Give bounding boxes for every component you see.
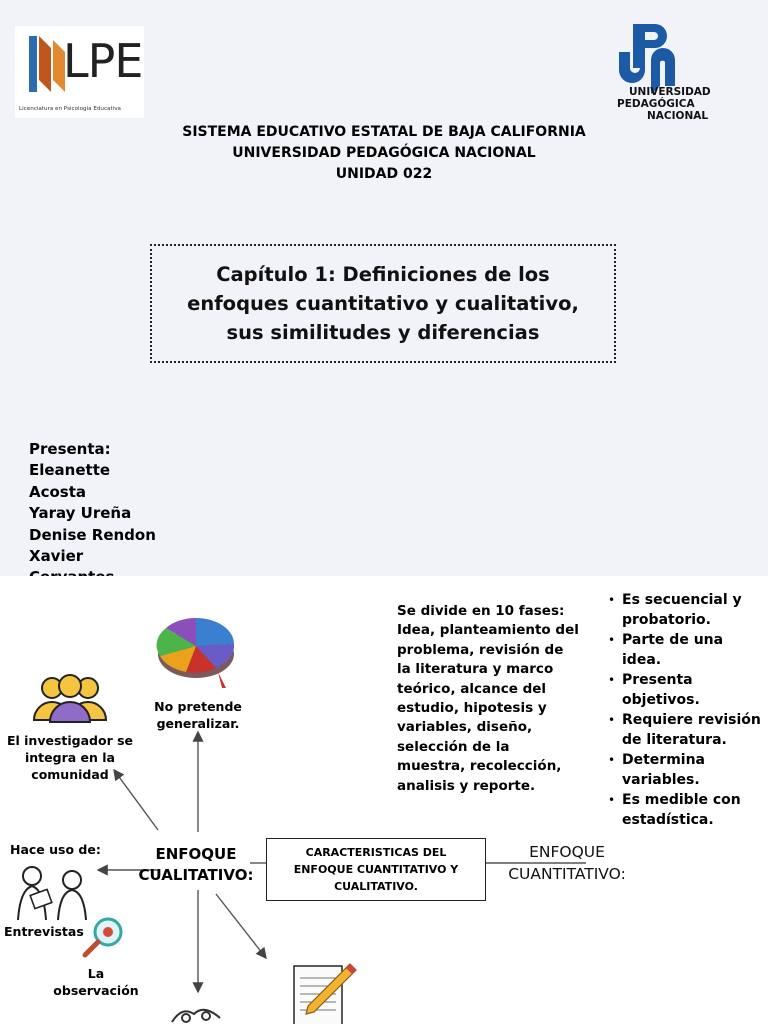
lpe-logo — [15, 26, 144, 118]
lpe-logo-text: LPE — [63, 34, 143, 88]
presenter-line: Xavier — [29, 547, 84, 566]
presenter-line: Yaray Ureña — [29, 504, 132, 523]
chapter-title: Capítulo 1: Definiciones de los enfoques cuantitativo y cualitativo, sus similitudes y diferencias — [187, 263, 579, 344]
quantitative-traits-list — [608, 590, 768, 830]
lpe-logo-mark — [27, 34, 67, 94]
partial-observation-icon — [168, 1004, 228, 1024]
pie-chart-icon — [156, 614, 240, 692]
no-generalize-text: No pretende generalizar. — [154, 699, 242, 731]
list-item: • Requiere revisión de literatura. — [608, 710, 768, 750]
investigator-text: El investigador se integra en la comunidad — [6, 733, 134, 782]
header-line-university: UNIVERSIDAD PEDAGÓGICA NACIONAL — [232, 145, 536, 161]
presenter-line: Denise Rendon — [29, 525, 156, 544]
magnifier-icon — [80, 914, 126, 960]
list-item: • Es medible con estadística. — [608, 790, 768, 830]
header-line-state: SISTEMA EDUCATIVO ESTATAL DE BAJA CALIFORNIA — [182, 124, 586, 140]
interviews-label: Entrevistas — [4, 924, 84, 939]
list-item: • Presenta objetivos. — [608, 670, 768, 710]
header-line-unit: UNIDAD 022 — [335, 166, 433, 182]
quantitative-label: ENFOQUE CUANTITATIVO: — [508, 843, 626, 883]
uses-label: Hace uso de: — [10, 842, 101, 857]
document-pencil-icon — [292, 962, 358, 1024]
arrow-to-document — [216, 894, 266, 958]
qualitative-label: ENFOQUE CUALITATIVO: — [138, 845, 254, 884]
observation-text: La observación — [53, 966, 139, 998]
presenters-label: Presenta: — [29, 440, 111, 458]
diagram-slide — [0, 576, 768, 1024]
characteristics-box: CARACTERISTICAS DEL ENFOQUE CUANTITATIVO Y CUALITATIVO. — [266, 838, 486, 901]
upn-logo-mark — [617, 22, 677, 86]
chapter-title-box — [150, 244, 616, 363]
lpe-logo-subtitle: Licenciatura en Psicología Educativa — [19, 106, 121, 112]
list-item: • Determina variables. — [608, 750, 768, 790]
presenter-line: Acosta — [29, 482, 87, 501]
presenters — [29, 439, 156, 589]
list-item: • Parte de una idea. — [608, 630, 768, 670]
list-item: • Es secuencial y probatorio. — [608, 590, 768, 630]
presenter-line: Eleanette — [29, 461, 111, 480]
upn-logo-text: UNIVERSIDAD PEDAGÓGICA NACIONAL — [617, 86, 711, 122]
people-group-icon — [30, 672, 110, 724]
phases-text: Se divide en 10 fases: Idea, planteamiento del problema, revisión de la literatura y marco teórico, alcance del estudio, hipotesis y variables, diseño, selección de la muestra, recolección, analisis y reporte. — [397, 603, 579, 794]
